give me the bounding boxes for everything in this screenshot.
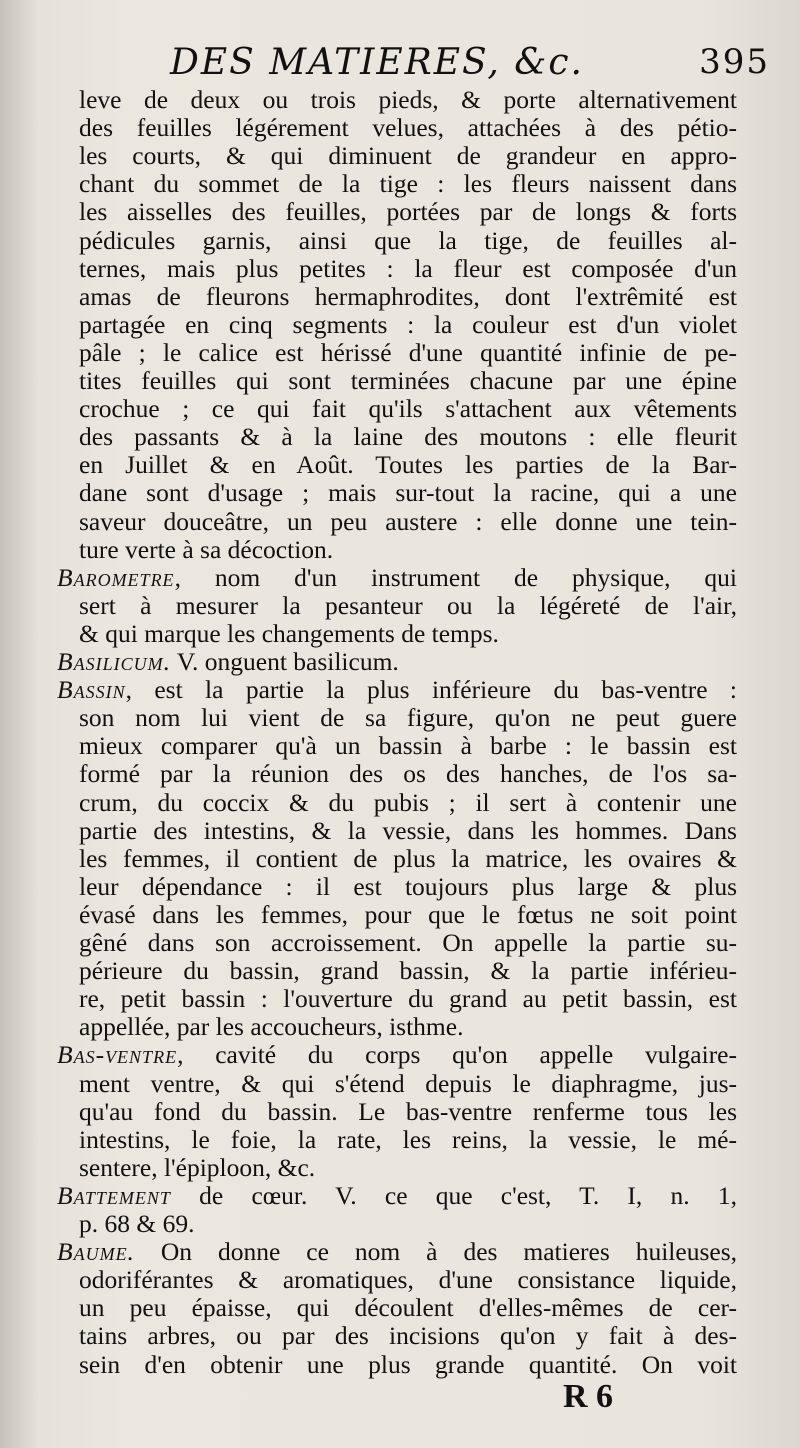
line-text: partagée en cinq segments : la couleur est d'un violet — [79, 310, 737, 339]
text-line — [79, 227, 737, 255]
entry-headword-line — [57, 1041, 737, 1069]
text-line — [79, 732, 737, 760]
text-line — [79, 451, 737, 479]
line-text: des passants & à la laine des moutons : elle fleurit — [79, 423, 737, 452]
text-line — [79, 311, 737, 339]
text-line — [79, 620, 737, 648]
line-text: pâle ; le calice est hérissé d'une quantité infinie de pe- — [79, 338, 737, 367]
text-line — [79, 1294, 737, 1322]
line-text: évasé dans les femmes, pour que le fœtus ne soit point — [79, 900, 737, 929]
entry-headword: Bassin — [57, 676, 126, 705]
entry-headword: Baume. — [57, 1238, 135, 1267]
line-text: formé par la réunion des os des hanches, de l'os sa- — [79, 760, 737, 789]
text-line — [79, 423, 737, 451]
line-text: odoriférantes & aromatiques, d'une consistance liquide, — [79, 1266, 737, 1295]
line-text: chant du sommet de la tige : les fleurs naissent dans — [79, 170, 737, 199]
entry-headword: Bas-ventre — [57, 1041, 178, 1070]
line-text: tites feuilles qui sont terminées chacune par une épine — [79, 367, 737, 395]
line-text: , cavité du corps qu'on appelle vulgaire- — [177, 1041, 737, 1070]
text-line — [79, 957, 737, 985]
text-line — [79, 817, 737, 845]
line-text: un peu épaisse, qui découlent d'elles-mêmes de cer- — [79, 1294, 737, 1323]
text-line — [79, 929, 737, 957]
line-text: intestins, le foie, la rate, les reins, la vessie, le mé- — [79, 1125, 737, 1154]
line-text: , nom d'un instrument de physique, qui — [174, 563, 737, 592]
text-line — [79, 1322, 737, 1350]
text-line — [79, 1154, 737, 1182]
line-text: re, petit bassin : l'ouverture du grand au petit bassin, est — [79, 985, 737, 1014]
text-line — [79, 845, 737, 873]
line-text: saveur douceâtre, un peu austere : elle donne une tein- — [79, 507, 737, 536]
text-line — [79, 86, 737, 114]
text-line — [79, 985, 737, 1013]
text-line — [79, 873, 737, 901]
line-text: , est la partie la plus inférieure du bas-ventre : — [125, 676, 737, 705]
entry-headword: Basilicum. — [57, 648, 171, 676]
line-text: dane sont d'usage ; mais sur-tout la racine, qui a une — [79, 479, 737, 508]
line-text: gêné dans son accroissement. On appelle la partie su- — [79, 929, 737, 957]
text-line — [79, 170, 737, 198]
line-text: crochue ; ce qui fait qu'ils s'attachent aux vêtements — [79, 395, 737, 424]
entry-headword: Barometre — [57, 563, 175, 592]
line-text: leve de deux ou trois pieds, & porte alternativement — [79, 86, 737, 114]
line-text: p. 68 & 69. — [79, 1210, 195, 1238]
entry-headword-line — [57, 1238, 737, 1266]
text-line — [79, 536, 737, 564]
entry-headword-line — [57, 1182, 737, 1210]
text-line — [79, 1070, 737, 1098]
text-line — [79, 1098, 737, 1126]
entry-headword-line — [57, 676, 737, 704]
line-text: sert à mesurer la pesanteur ou la légéreté de l'air, — [79, 591, 737, 620]
text-line — [79, 1126, 737, 1154]
line-text: ternes, mais plus petites : la fleur est composée d'un — [79, 254, 737, 283]
text-line — [79, 114, 737, 142]
line-text: sentere, l'épiploon, &c. — [79, 1153, 316, 1182]
line-text: de cœur. V. ce que c'est, T. I, n. 1, — [170, 1181, 737, 1210]
entry-headword: Battement — [57, 1181, 171, 1210]
running-header — [170, 42, 770, 92]
signature-mark: R 6 — [563, 1378, 614, 1415]
text-line — [79, 508, 737, 536]
entry-headword-line — [57, 648, 737, 676]
line-text: pédicules garnis, ainsi que la tige, de feuilles al- — [79, 226, 737, 255]
line-text: On donne ce nom à des matieres huileuses, — [134, 1238, 737, 1267]
line-text: les femmes, il contient de plus la matrice, les ovaires & — [79, 844, 737, 873]
line-text: V. onguent basilicum. — [170, 648, 399, 676]
line-text: mieux comparer qu'à un bassin à barbe : le bassin est — [79, 732, 737, 761]
text-line — [79, 1013, 737, 1041]
line-text: appellée, par les accoucheurs, isthme. — [79, 1013, 464, 1042]
line-text: des feuilles légérement velues, attachées à des pétio- — [79, 114, 737, 143]
text-line — [79, 479, 737, 507]
text-line — [79, 395, 737, 423]
line-text: & qui marque les changements de temps. — [79, 619, 499, 648]
line-text: les aisselles des feuilles, portées par de longs & forts — [79, 198, 737, 227]
text-line — [79, 901, 737, 929]
text-line — [79, 283, 737, 311]
text-line — [79, 142, 737, 170]
text-line — [79, 1351, 737, 1379]
line-text: tains arbres, ou par des incisions qu'on y fait à des- — [79, 1322, 737, 1351]
running-title: DES MATIERES, &c. — [170, 42, 584, 83]
text-line — [79, 255, 737, 283]
line-text: amas de fleurons hermaphrodites, dont l'extrêmité est — [79, 282, 737, 311]
line-text: leur dépendance : il est toujours plus large & plus — [79, 872, 737, 901]
line-text: partie des intestins, & la vessie, dans les hommes. Dans — [79, 816, 737, 845]
line-text: qu'au fond du bassin. Le bas-ventre renferme tous les — [79, 1097, 737, 1126]
text-line — [79, 367, 737, 395]
line-text: son nom lui vient de sa figure, qu'on ne peut guere — [79, 704, 737, 733]
entry-headword-line — [57, 564, 737, 592]
text-line — [79, 198, 737, 226]
page-number: 395 — [699, 42, 770, 82]
text-line — [79, 339, 737, 367]
line-text: en Juillet & en Août. Toutes les parties de la Bar- — [79, 451, 737, 480]
text-line — [79, 1266, 737, 1294]
text-line — [79, 592, 737, 620]
text-line — [79, 1210, 737, 1238]
line-text: les courts, & qui diminuent de grandeur en appro- — [79, 142, 737, 171]
text-line — [79, 789, 737, 817]
text-line — [79, 704, 737, 732]
text-line — [79, 760, 737, 788]
line-text: sein d'en obtenir une plus grande quantité. On voit — [79, 1350, 737, 1379]
line-text: périeure du bassin, grand bassin, & la partie inférieu- — [79, 957, 737, 986]
line-text: ment ventre, & qui s'étend depuis le diaphragme, jus- — [79, 1069, 737, 1098]
line-text: ture verte à sa décoction. — [79, 535, 334, 564]
line-text: crum, du coccix & du pubis ; il sert à contenir une — [79, 788, 737, 817]
